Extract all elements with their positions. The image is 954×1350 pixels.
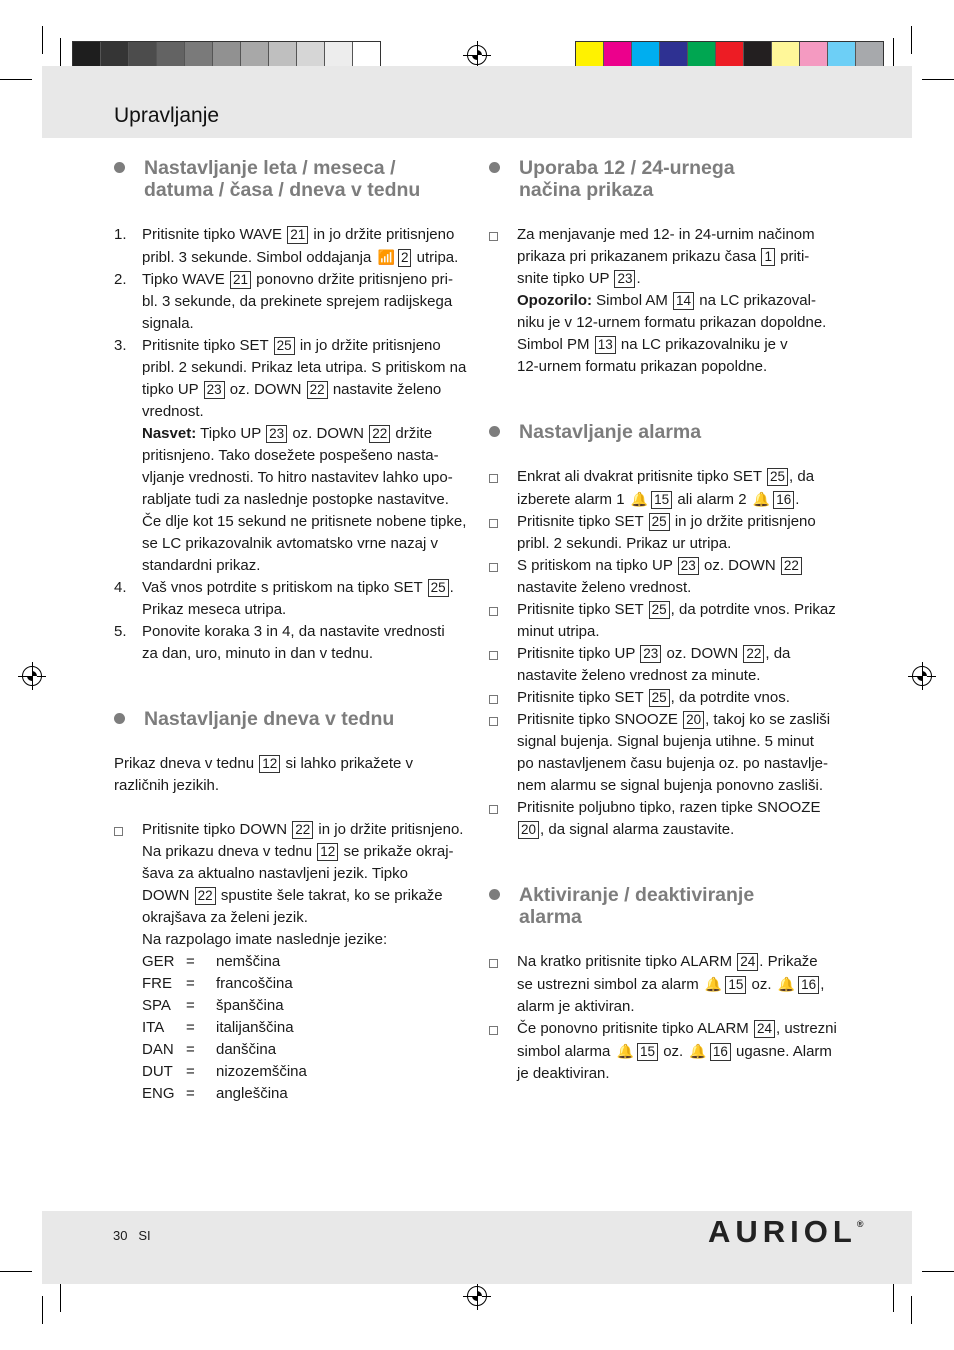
color-swatch [213, 42, 241, 69]
brand-logo: AURIOL® [708, 1214, 864, 1249]
page-title: Upravljanje [114, 104, 220, 127]
language-code: ITA [142, 1019, 165, 1036]
language-list [142, 951, 469, 1105]
alarm-bell-icon: 🔔 [616, 1043, 634, 1059]
language-name: danščina [216, 1041, 277, 1058]
crop-mark [0, 79, 32, 80]
list-item: Pritisnite tipko UP 23 oz. DOWN 22 , da nastavite želeno vrednost za minute. [489, 643, 844, 687]
section-heading-12-24: Uporaba 12 / 24-urnega načina prikaza [489, 157, 844, 201]
alarm-bell-icon: 🔔 [689, 1043, 707, 1059]
language-code: DAN [142, 1041, 174, 1058]
language-row [142, 973, 469, 995]
language-code: DUT [142, 1063, 173, 1080]
color-swatch [269, 42, 297, 69]
section-heading-alarm-setting: Nastavljanje alarma [489, 421, 844, 443]
language-code: SPA [142, 997, 171, 1014]
color-swatch [660, 42, 688, 69]
language-row [142, 951, 469, 973]
language-eq: = [186, 975, 195, 992]
list-item: S pritiskom na tipko UP 23 oz. DOWN 22 nastavite želeno vrednost. [489, 555, 844, 599]
alarm-bell-icon: 🔔 [777, 976, 796, 992]
language-code: SI [138, 1228, 151, 1243]
language-code: ENG [142, 1085, 175, 1102]
language-row [142, 1061, 469, 1083]
color-swatch [185, 42, 213, 69]
color-swatch [101, 42, 129, 69]
color-swatch [800, 42, 828, 69]
color-swatch [688, 42, 716, 69]
list-item: Če ponovno pritisnite tipko ALARM 24 , ustrezni simbol alarma 🔔 15 oz. 🔔 16 ugasne. Alarm je deaktiviran. [489, 1018, 844, 1085]
crop-mark [922, 1271, 954, 1272]
crop-mark [911, 26, 912, 54]
crop-mark [911, 1296, 912, 1324]
language-name: italijanščina [216, 1019, 294, 1036]
registration-mark [22, 666, 42, 686]
color-swatch [632, 42, 660, 69]
language-eq: = [186, 953, 195, 970]
list-item: Enkrat ali dvakrat pritisnite tipko SET 25 , da izberete alarm 1 🔔 15 ali alarm 2 🔔 16 . [489, 466, 844, 511]
weekday-intro: Prikaz dneva v tednu 12 si lahko prikažete v različnih jezikih. [114, 755, 414, 794]
crop-mark [893, 38, 894, 66]
section-heading-date-time: Nastavljanje leta / meseca / datuma / časa / dneva v tednu [114, 157, 469, 201]
color-swatch [73, 42, 101, 69]
color-swatch [129, 42, 157, 69]
list-item: Pritisnite tipko SET 25 , da potrdite vnos. Prikaz minut utripa. [489, 599, 844, 643]
color-swatch [241, 42, 269, 69]
crop-mark [60, 38, 61, 66]
color-swatch [353, 42, 380, 69]
list-item: 3. Pritisnite tipko SET 25 in jo držite pritisnjeno pribl. 2 sekundi. Prikaz leta utripa. S pritiskom na tipko UP 23 oz. DOWN 22 nastavite želeno vrednost. Nasvet: Tipko UP 23 oz. DOWN 22 držite pritisnjeno. Tako dosežete pospešeno nasta- vljanje vrednosti. To hitro nastavitev lahko upo- rabljate tudi za naslednje postopke nastavitve. Če dlje kot 15 sekund ne pritisnete nobene tipke, se LC prikazovalnik avtomatsko vrne nazaj v standardni prikaz. [114, 337, 467, 574]
language-row [142, 995, 469, 1017]
color-swatch [297, 42, 325, 69]
crop-mark [42, 26, 43, 54]
language-eq: = [186, 1019, 195, 1036]
color-swatch [744, 42, 772, 69]
crop-mark [922, 79, 954, 80]
list-item: Pritisnite tipko DOWN 22 in jo držite pritisnjeno. Na prikazu dneva v tednu 12 se prikaže okraj- šava za aktualno nastavljeni jezik. Tipko DOWN 22 spustite šele takrat, ko se prikaže okrajšava za želeni jezik. Na razpolago imate naslednje jezike: GER = nemščina FRE = francoščina SPA = španščina ITA = italijanščina DAN = danščina DUT = nizozemščina ENG = angleščina [114, 819, 469, 1105]
section-heading-weekday: Nastavljanje dneva v tednu [114, 708, 469, 730]
alarm-bell-icon: 🔔 [752, 491, 771, 507]
language-name: nemščina [216, 953, 281, 970]
language-row [142, 1039, 469, 1061]
list-item: Pritisnite tipko SET 25 , da potrdite vnos. [489, 687, 844, 709]
language-code: GER [142, 953, 175, 970]
registration-mark [467, 45, 487, 65]
list-item: Pritisnite tipko SNOOZE 20 , takoj ko se zasliši signal bujenja. Signal bujenja utihne. 5 minut po nastavljenem času bujenja oz. po nastavlje- nem alarmu se signal bujenja ponovno zasliši. [489, 709, 844, 797]
language-row [142, 1083, 469, 1105]
language-eq: = [186, 997, 195, 1014]
list-item: Na kratko pritisnite tipko ALARM 24 . Prikaže se ustrezni simbol za alarm 🔔 15 oz. 🔔 16 , alarm je aktiviran. [489, 951, 844, 1018]
list-item: 1. Pritisnite tipko WAVE 21 in jo držite pritisnjeno pribl. 3 sekunde. Simbol oddajanja 📶 2 utripa. [114, 226, 459, 266]
alarm-bell-icon: 🔔 [704, 976, 723, 992]
list-item: Pritisnite poljubno tipko, razen tipke SNOOZE 20 , da signal alarma zaustavite. [489, 797, 844, 841]
crop-mark [893, 1284, 894, 1312]
language-eq: = [186, 1085, 195, 1102]
radio-signal-icon: 📶 [377, 249, 395, 265]
language-name: francoščina [216, 975, 293, 992]
page-number: 30 [113, 1228, 128, 1243]
page-footer [113, 1228, 151, 1243]
crop-mark [60, 1284, 61, 1312]
color-swatch [716, 42, 744, 69]
language-eq: = [186, 1041, 195, 1058]
language-code: FRE [142, 975, 172, 992]
color-swatch [828, 42, 856, 69]
list-item: 5. Ponovite koraka 3 in 4, da nastavite vrednosti za dan, uro, minuto in dan v tednu. [114, 623, 445, 662]
language-eq: = [186, 1063, 195, 1080]
color-swatch [856, 42, 883, 69]
list-item: 2. Tipko WAVE 21 ponovno držite pritisnjeno pri- bl. 3 sekunde, da prekinete sprejem radijskega signala. [114, 271, 453, 332]
color-swatch [772, 42, 800, 69]
registration-mark [912, 666, 932, 686]
right-column [489, 157, 844, 1085]
color-swatch [325, 42, 353, 69]
left-column [114, 157, 469, 1105]
crop-mark [0, 1271, 32, 1272]
registration-mark [467, 1286, 487, 1306]
alarm-bell-icon: 🔔 [630, 491, 649, 507]
color-swatch [576, 42, 604, 69]
crop-mark [42, 1296, 43, 1324]
language-name: španščina [216, 997, 284, 1014]
language-name: nizozemščina [216, 1063, 307, 1080]
language-row [142, 1017, 469, 1039]
list-item: 4. Vaš vnos potrdite s pritiskom na tipko SET 25 . Prikaz meseca utripa. [114, 579, 454, 618]
section-heading-alarm-toggle: Aktiviranje / deaktiviranje alarma [489, 884, 844, 928]
language-name: angleščina [216, 1085, 288, 1102]
list-item: Pritisnite tipko SET 25 in jo držite pritisnjeno pribl. 2 sekundi. Prikaz ur utripa. [489, 511, 844, 555]
list-item: Za menjavanje med 12- in 24-urnim načinom prikaza pri prikazanem prikazu časa 1 priti- snite tipko UP 23 . Opozorilo: Simbol AM 14 na LC prikazoval- niku je v 12-urnem formatu prikazan dopoldne. Simbol PM 13 na LC prikazovalniku je v 12-urnem formatu prikazan popoldne. [489, 224, 844, 378]
color-swatch [604, 42, 632, 69]
color-swatch [157, 42, 185, 69]
